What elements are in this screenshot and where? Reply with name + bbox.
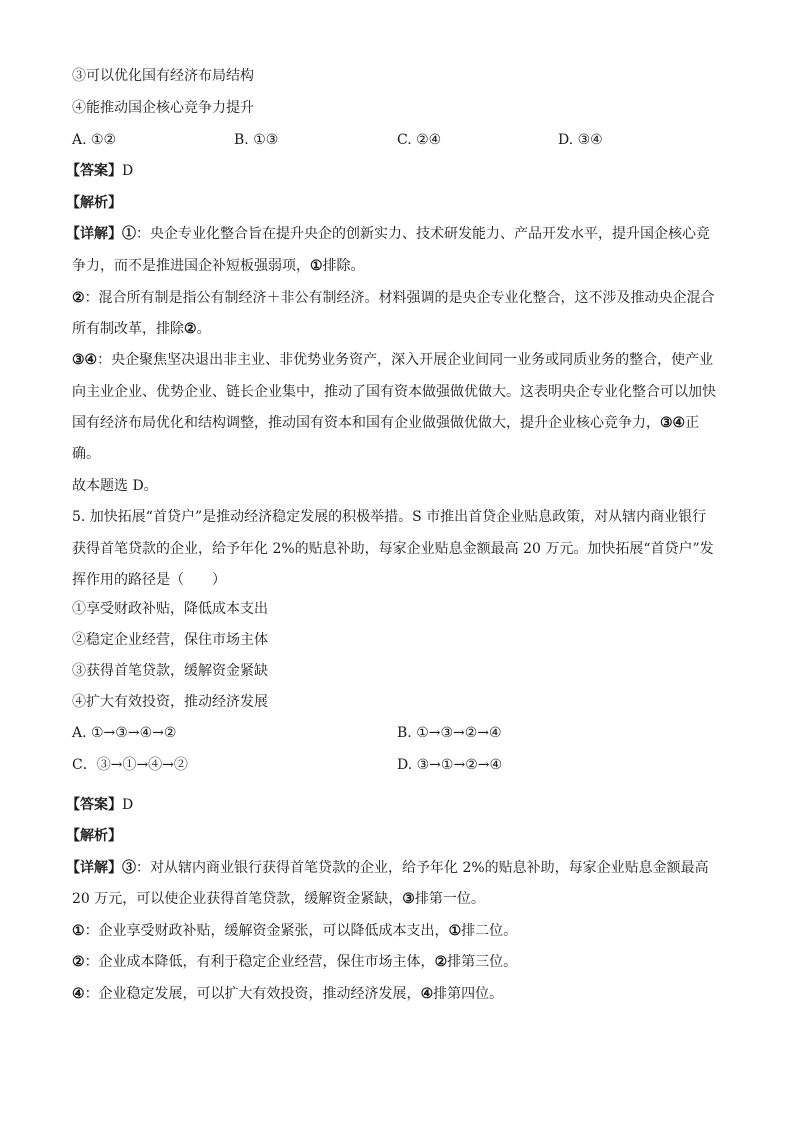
q5-option-a: A. ①→③→④→② (72, 725, 177, 741)
q5-answer (66, 795, 133, 815)
text: 排第四位。 (433, 986, 504, 1002)
q4-item-4: ④能推动国企核心竞争力提升 (72, 100, 254, 116)
answer-value: D (122, 797, 134, 813)
detail-label: 【详解】 (66, 226, 122, 242)
q4-option-b: B. ①③ (234, 132, 279, 148)
q4-detail-p3-line4: 确。 (72, 446, 100, 462)
q5-stem-line1: 5. 加快拓展“首贷户”是推动经济稳定发展的积极举措。S 市推出首贷企业贴息政策，对从辖内商业银行 (72, 509, 707, 525)
q4-option-d: D. ③④ (558, 132, 603, 148)
text: ：央企专业化整合旨在提升央企的创新实力、技术研发能力、产品开发水平，提升国企核心竞 (136, 226, 710, 242)
q5-detail-line4 (72, 952, 517, 972)
circled-marker: ① (72, 923, 85, 939)
q4-option-a: A. ①② (72, 132, 117, 148)
q4-option-c: C. ②④ (397, 132, 442, 148)
circled-marker: ② (72, 290, 85, 306)
q4-detail-p1-line1 (66, 224, 710, 244)
answer-label: 【答案】 (66, 797, 122, 813)
q5-option-c: C．③→①→④→② (72, 757, 188, 773)
q5-stem-line2: 获得首笔贷款的企业，给予年化 2%的贴息补助，每家企业贴息金额最高 20 万元。加快拓展“首贷户”发 (72, 541, 714, 557)
analysis-label: 【解析】 (66, 828, 122, 844)
text: 排第三位。 (447, 954, 518, 970)
text: 正 (685, 415, 700, 431)
q4-answer (66, 161, 133, 181)
circled-marker: ③ (122, 860, 136, 876)
q4-conclusion: 故本题选 D。 (72, 478, 158, 494)
q5-analysis-label (66, 826, 122, 846)
text: 国有经济布局优化和结构调整，推动国有资本和国有企业做强做优做大，提升企业核心竞争力， (72, 415, 660, 431)
circled-marker: ② (72, 954, 85, 970)
text: 争力，而不是推进国企补短板强弱项， (72, 258, 310, 274)
text: ：企业享受财政补贴，缓解资金紧张，可以降低成本支出， (84, 923, 449, 939)
q5-detail-line1 (66, 858, 709, 878)
text: ：对从辖内商业银行获得首笔贷款的企业，给予年化 2%的贴息补助，每家企业贴息金额最高 (136, 860, 709, 876)
q5-stem-line3: 挥作用的路径是（ ） (72, 572, 226, 588)
text: ：企业稳定发展，可以扩大有效投资，推动经济发展， (84, 986, 421, 1002)
text: 20 万元，可以使企业获得首笔贷款，缓解资金紧缺， (72, 891, 403, 907)
circled-marker: ④ (72, 986, 85, 1002)
q5-item-1: ①享受财政补贴，降低成本支出 (72, 601, 268, 617)
text: 排第一位。 (414, 891, 485, 907)
q4-detail-p3-line1 (72, 350, 713, 370)
text: ：企业成本降低，有利于稳定企业经营，保住市场主体， (84, 954, 435, 970)
circled-marker: ② (434, 954, 448, 970)
text: 。 (196, 321, 211, 337)
text: 所有制改革，排除 (72, 321, 184, 337)
q5-option-b: B. ①→③→②→④ (397, 725, 502, 741)
q5-detail-line3 (72, 921, 517, 941)
text: ：央企聚焦坚决退出非主业、非优势业务资产，深入开展企业间同一业务或同质业务的整合，使产业 (97, 352, 714, 368)
q4-detail-p3-line3 (72, 413, 699, 433)
q5-option-d: D. ③→①→②→④ (397, 757, 503, 773)
answer-value: D (122, 163, 134, 179)
q5-detail-line2 (72, 889, 485, 909)
q4-detail-p2-line2 (72, 319, 211, 339)
detail-label: 【详解】 (66, 860, 122, 876)
circled-marker: ② (184, 321, 197, 337)
circled-marker: ③④ (72, 352, 98, 368)
text: 排二位。 (461, 923, 518, 939)
answer-label: 【答案】 (66, 163, 122, 179)
circled-marker: ① (310, 258, 323, 274)
q5-item-4: ④扩大有效投资，推动经济发展 (72, 694, 268, 710)
q5-detail-line5 (72, 984, 503, 1004)
circled-marker: ① (122, 226, 136, 242)
text: ：混合所有制是指公有制经济＋非公有制经济。材料强调的是央企专业化整合，这不涉及推动央企混合 (84, 290, 715, 306)
q5-item-3: ③获得首笔贷款，缓解资金紧缺 (72, 663, 268, 679)
circled-marker: ④ (420, 986, 434, 1002)
text: 排除。 (322, 258, 365, 274)
q4-detail-p3-line2: 向主业企业、优势企业、链长企业集中，推动了国有资本做强做优做大。这表明央企专业化整合可以加快 (72, 384, 716, 400)
q4-detail-p2-line1 (72, 288, 715, 308)
q4-analysis-label (66, 193, 122, 213)
circled-marker: ③ (402, 891, 415, 907)
circled-marker: ① (448, 923, 462, 939)
q4-detail-p1-line2 (72, 256, 365, 276)
q5-item-2: ②稳定企业经营，保住市场主体 (72, 632, 268, 648)
circled-marker: ③④ (660, 415, 686, 431)
q4-item-3: ③可以优化国有经济布局结构 (72, 68, 254, 84)
analysis-label: 【解析】 (66, 195, 122, 211)
